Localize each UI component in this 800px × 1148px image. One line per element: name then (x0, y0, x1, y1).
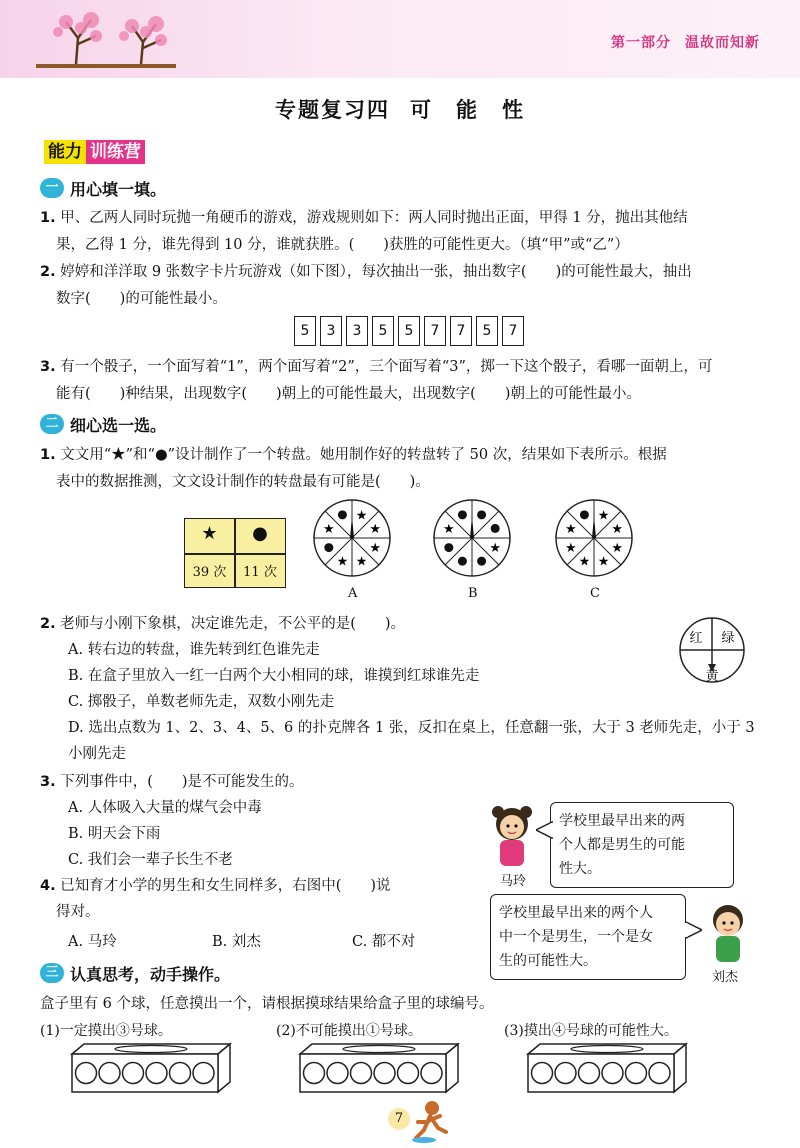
ball (170, 1063, 191, 1084)
star-mark: ★ (443, 521, 455, 537)
question-text: 表中的数据推测，文文设计制作的转盘最有可能是( )。 (56, 474, 430, 490)
box-opening (343, 1046, 415, 1053)
star-count: 39 次 (192, 565, 227, 580)
choose-q2-opt-a: A. 转右边的转盘，谁先转到红色谁先走 (68, 642, 320, 658)
header-part (597, 32, 760, 52)
star-mark: ★ (355, 554, 368, 570)
liujie-boy-icon (704, 898, 752, 964)
star-mark: ★ (611, 521, 623, 537)
star-header: ★ (201, 523, 218, 544)
section-heading-1 (40, 177, 166, 199)
ball-box-2 (298, 1042, 460, 1094)
malin-name: 马玲 (500, 874, 527, 889)
spinner-b-label: B (468, 586, 478, 601)
choose-q2-opt-c: C. 掷骰子，单数老师先走，双数小刚先走 (68, 694, 335, 710)
choose-q4-line1 (40, 876, 391, 896)
choose-q4-opt-b: B. 刘杰 (212, 934, 261, 950)
operate-item-1: (1)一定摸出③号球。 (40, 1023, 172, 1039)
red-label: 红 (689, 631, 703, 646)
speech-line: 性大。 (559, 861, 601, 877)
malin-bubble-tail (536, 820, 554, 840)
green-label: 绿 (721, 631, 735, 646)
speech-line: 学校里最早出来的两个人 (499, 905, 653, 921)
ball (374, 1063, 395, 1084)
number-card: 5 (294, 316, 316, 346)
spinner-b (432, 498, 512, 578)
number-card: 3 (346, 316, 368, 346)
star-mark: ★ (597, 554, 610, 570)
ball (579, 1063, 600, 1084)
header-part-label: 第一部分 (611, 35, 671, 51)
spinner-a-label: A (348, 586, 358, 601)
ball (193, 1063, 214, 1084)
choose-q2-line1 (40, 614, 405, 634)
ball (398, 1063, 419, 1084)
dot-mark (444, 543, 453, 552)
dot-mark (338, 510, 347, 519)
liujie-bubble-tail (684, 920, 702, 940)
section-heading-2 (40, 413, 166, 435)
question-text: 已知育才小学的男生和女生同样多，右图中( )说 (60, 878, 391, 894)
star-mark: ★ (611, 541, 623, 557)
fill-q1-line2 (56, 235, 629, 255)
question-text: 下列事件中，( )是不可能发生的。 (60, 774, 304, 790)
star-mark: ★ (565, 541, 577, 557)
fill-q3-line2 (56, 384, 641, 404)
choose-q2-opt-d: D. 选出点数为 1、2、3、4、5、6 的扑克牌各 1 张，反扣在桌上，任意翻一张，大于 3 老师先走，小于 3 (68, 720, 755, 736)
dot-mark (324, 543, 333, 552)
brand-b: 训练营 (86, 140, 145, 164)
fill-q2-line1 (40, 262, 692, 282)
fill-q2-line2 (56, 289, 227, 309)
star-mark: ★ (489, 541, 501, 557)
choose-q4-opt-a: A. 马玲 (68, 934, 117, 950)
speech-line: 生的可能性大。 (499, 953, 597, 969)
question-text: 文文用“★”和“●”设计制作了一个转盘。她用制作好的转盘转了 50 次，结果如下表所示。根据 (60, 447, 667, 463)
section-label: 细心选一选。 (70, 415, 167, 435)
header-section-label: 温故而知新 (685, 35, 760, 51)
number-card: 3 (320, 316, 342, 346)
ball (123, 1063, 144, 1084)
question-text: 能有( )种结果，出现数字( )朝上的可能性最大，出现数字( )朝上的可能性最小。 (56, 386, 641, 402)
ball (327, 1063, 348, 1084)
dot-mark (491, 524, 500, 533)
malin-speech-bubble (550, 802, 734, 888)
speech-line: 个人都是男生的可能 (559, 837, 685, 853)
spinner-c (554, 498, 634, 578)
question-text: 数字( )的可能性最小。 (56, 291, 227, 307)
ball (76, 1063, 97, 1084)
ball (649, 1063, 670, 1084)
section-label: 认真思考，动手操作。 (70, 964, 231, 984)
section-number: 一 (40, 178, 64, 198)
ball (626, 1063, 647, 1084)
dot-mark (477, 510, 486, 519)
color-spinner (678, 616, 746, 684)
question-number: 4. (40, 878, 56, 894)
choose-q3-opt-c: C. 我们会一辈子长生不老 (68, 852, 233, 868)
number-card: 5 (372, 316, 394, 346)
dot-mark (580, 510, 589, 519)
choose-q4-line2: 得对。 (56, 904, 100, 920)
box-opening (571, 1046, 643, 1053)
speech-line: 中一个是男生，一个是女 (499, 929, 653, 945)
star-mark: ★ (565, 521, 577, 537)
speech-line: 学校里最早出来的两 (559, 813, 685, 829)
choose-q1-line2 (56, 472, 430, 492)
choose-q2-opt-b: B. 在盒子里放入一红一白两个大小相同的球，谁摸到红球谁先走 (68, 668, 480, 684)
brand-badge (44, 140, 145, 164)
question-text: 老师与小刚下象棋，决定谁先走，不公平的是( )。 (60, 616, 406, 632)
star-mark: ★ (336, 554, 349, 570)
plum-tree-illustration (36, 8, 176, 74)
choose-q3-line1 (40, 772, 304, 792)
ball (146, 1063, 167, 1084)
choose-q2-opt-d-cont: 小刚先走 (68, 746, 126, 762)
section-number: 二 (40, 414, 64, 434)
question-number: 2. (40, 264, 56, 280)
question-text: 婷婷和洋洋取 9 张数字卡片玩游戏（如下图），每次抽出一张，抽出数字( )的可能性最大，抽出 (60, 264, 692, 280)
number-card: 7 (450, 316, 472, 346)
title-rest: 可 能 性 (410, 98, 525, 122)
section-label: 用心填一填。 (70, 179, 167, 199)
liujie-speech-bubble (490, 894, 686, 980)
yellow-label: 黄 (705, 669, 719, 684)
result-table (184, 518, 286, 588)
question-text: 甲、乙两人同时玩抛一角硬币的游戏，游戏规则如下：两人同时抛出正面，甲得 1 分，抛出其他结 (60, 210, 688, 226)
page-number: 7 (388, 1108, 410, 1130)
star-mark: ★ (369, 541, 381, 557)
number-cards (294, 316, 524, 346)
star-mark: ★ (355, 508, 368, 524)
star-mark: ★ (323, 521, 335, 537)
title-main: 专题复习四 (275, 98, 390, 122)
ball (421, 1063, 442, 1084)
question-number: 3. (40, 774, 56, 790)
question-number: 2. (40, 616, 56, 632)
spinner-a (312, 498, 392, 578)
section-heading-3 (40, 962, 230, 984)
choose-q4-opt-c: C. 都不对 (352, 934, 416, 950)
number-card: 5 (476, 316, 498, 346)
question-text: 果，乙得 1 分，谁先得到 10 分，谁就获胜。( )获胜的可能性更大。（填“甲”或“乙”） (56, 237, 629, 253)
fill-q3-line1 (40, 357, 712, 377)
fill-q1-line1 (40, 208, 688, 228)
ball (602, 1063, 623, 1084)
star-mark: ★ (578, 554, 591, 570)
liujie-name: 刘杰 (712, 970, 739, 985)
number-card: 5 (398, 316, 420, 346)
page-title (0, 94, 800, 124)
operate-intro: 盒子里有 6 个球，任意摸出一个，请根据摸球结果给盒子里的球编号。 (40, 996, 494, 1012)
choose-q3-opt-b: B. 明天会下雨 (68, 826, 161, 842)
ball (555, 1063, 576, 1084)
running-child-icon (410, 1098, 450, 1144)
question-text: 有一个骰子，一个面写着“1”，两个面写着“2”，三个面写着“3”，掷一下这个骰子，看哪一面朝上，可 (60, 359, 713, 375)
ball (351, 1063, 372, 1084)
ball (532, 1063, 553, 1084)
malin-girl-icon (488, 800, 536, 868)
dot-mark (458, 557, 467, 566)
choose-q3-opt-a: A. 人体吸入大量的煤气会中毒 (68, 800, 262, 816)
dot-mark (458, 510, 467, 519)
ball-box-1 (70, 1042, 232, 1094)
number-card: 7 (502, 316, 524, 346)
star-mark: ★ (597, 508, 610, 524)
ball (99, 1063, 120, 1084)
operate-item-2: (2)不可能摸出①号球。 (276, 1023, 422, 1039)
question-number: 1. (40, 210, 56, 226)
brand-a: 能力 (44, 140, 86, 164)
question-number: 3. (40, 359, 56, 375)
question-number: 1. (40, 447, 56, 463)
ball (304, 1063, 325, 1084)
dot-count: 11 次 (243, 565, 277, 580)
number-card: 7 (424, 316, 446, 346)
star-mark: ★ (369, 521, 381, 537)
spinner-c-label: C (590, 586, 600, 601)
dot-mark (477, 557, 486, 566)
dot-header: ● (252, 523, 268, 544)
section-number: 三 (40, 963, 64, 983)
operate-item-3: (3)摸出④号球的可能性大。 (504, 1023, 678, 1039)
box-opening (115, 1046, 187, 1053)
choose-q1-line1 (40, 445, 667, 465)
ball-box-3 (526, 1042, 688, 1094)
